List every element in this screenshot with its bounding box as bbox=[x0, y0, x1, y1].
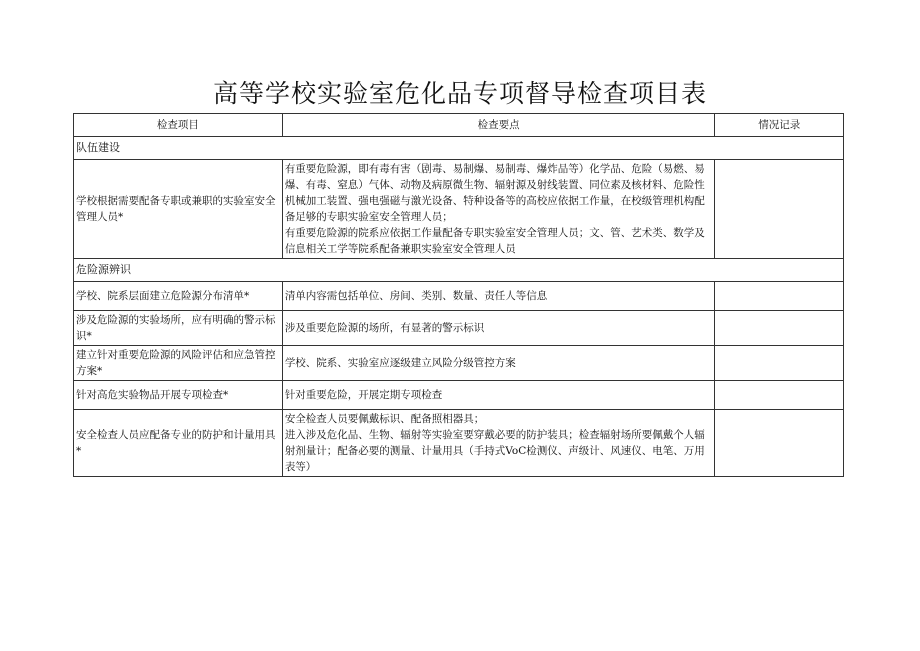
table-row bbox=[74, 410, 844, 477]
inspection-points-cell bbox=[282, 410, 715, 477]
section-title: 队伍建设 bbox=[74, 137, 844, 160]
inspection-item-cell: 学校、院系层面建立危险源分布清单* bbox=[74, 282, 283, 311]
table-row bbox=[74, 311, 844, 346]
header-status-record: 情况记录 bbox=[715, 114, 844, 137]
inspection-point: 进入涉及危化品、生物、辐射等实验室要穿戴必要的防护装具；检查辐射场所要佩戴个人辐射剂量计；配备必要的测量、计量用具（手持式VoC检测仪、声级计、风速仪、电笔、万用表等） bbox=[284, 429, 705, 473]
inspection-points-cell bbox=[282, 160, 715, 259]
section-row-team bbox=[74, 137, 844, 160]
table-row bbox=[74, 381, 844, 410]
inspection-item-cell: 针对高危实验物品开展专项检查* bbox=[74, 381, 283, 410]
inspection-item-cell: 安全检查人员应配备专业的防护和计量用具* bbox=[74, 410, 283, 477]
inspection-item-cell: 学校根据需要配备专职或兼职的实验室安全管理人员* bbox=[74, 160, 283, 259]
table-row bbox=[74, 282, 844, 311]
inspection-point: 有重要危险源的院系应依据工作量配备专职实验室安全管理人员；文、管、艺术类、数学及信息相关工学等院系配备兼职实验室安全管理人员 bbox=[284, 227, 705, 255]
inspection-item-cell: 建立针对重要危险源的风险评估和应急管控方案* bbox=[74, 346, 283, 381]
record-cell[interactable] bbox=[715, 381, 844, 410]
page-title: 高等学校实验室危化品专项督导检查项目表 bbox=[212, 79, 707, 108]
inspection-points-cell: 清单内容需包括单位、房间、类别、数量、责任人等信息 bbox=[282, 282, 715, 311]
inspection-points-cell: 针对重要危险，开展定期专项检查 bbox=[282, 381, 715, 410]
inspection-point: 有重要危险源，即有毒有害（剧毒、易制爆、易制毒、爆炸品等）化学品、危险（易燃、易爆、有毒、窒息）气体、动物及病原微生物、辐射源及射线装置、同位素及核材料、危险性机械加工装置、强电强磁与激光设备、特种设备等的高校应依据工作量，在校级管理机构配备足够的专职实验室安全管理人员； bbox=[284, 163, 705, 223]
record-cell[interactable] bbox=[715, 160, 844, 259]
record-cell[interactable] bbox=[715, 346, 844, 381]
header-inspection-points: 检查要点 bbox=[282, 114, 715, 137]
record-cell[interactable] bbox=[715, 311, 844, 346]
inspection-points-cell: 学校、院系、实验室应逐级建立风险分级管控方案 bbox=[282, 346, 715, 381]
inspection-table bbox=[73, 113, 844, 477]
inspection-point: 安全检查人员要佩戴标识、配备照相器具； bbox=[284, 413, 485, 425]
header-inspection-item: 检查项目 bbox=[74, 114, 283, 137]
table-header-row bbox=[74, 114, 844, 137]
table-row bbox=[74, 346, 844, 381]
section-row-hazard bbox=[74, 259, 844, 282]
section-title: 危险源辨识 bbox=[74, 259, 844, 282]
inspection-item-cell: 涉及危险源的实验场所，应有明确的警示标识* bbox=[74, 311, 283, 346]
table-row bbox=[74, 160, 844, 259]
inspection-points-cell: 涉及重要危险源的场所，有显著的警示标识 bbox=[282, 311, 715, 346]
record-cell[interactable] bbox=[715, 410, 844, 477]
record-cell[interactable] bbox=[715, 282, 844, 311]
